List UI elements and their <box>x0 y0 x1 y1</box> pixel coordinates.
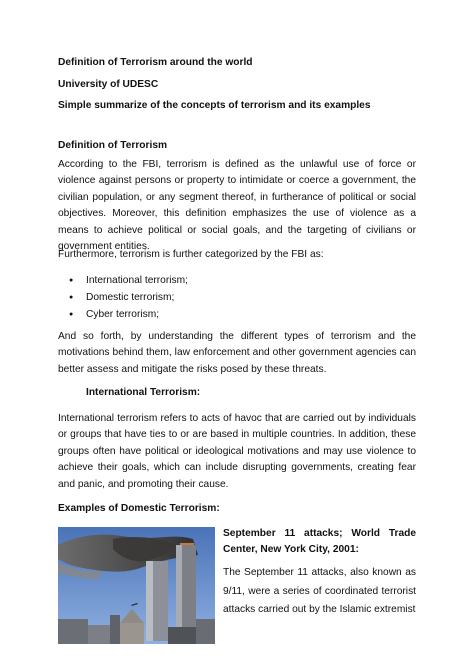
summary-line: Simple summarize of the concepts of terrorism and its examples <box>58 100 371 111</box>
list-item: ● International terrorism; <box>58 272 188 289</box>
document-title: Definition of Terrorism around the world <box>58 57 253 68</box>
wtc-photo <box>58 527 215 644</box>
list-item: ● Domestic terrorism; <box>58 289 188 306</box>
example-title: September 11 attacks; World Trade Center, New York City, 2001: <box>223 528 416 556</box>
international-heading: International Terrorism: <box>86 387 201 398</box>
list-item: ● Cyber terrorism; <box>58 306 188 323</box>
domestic-examples-heading: Examples of Domestic Terrorism: <box>58 503 220 514</box>
wtc-photo-image <box>58 527 215 644</box>
definition-conclusion: And so forth, by understanding the different types of terrorism and the motivations behind them, law enforcement and other government agencies can better assess and mitigate the risks posed by these threats. <box>58 331 416 375</box>
definition-heading: Definition of Terrorism <box>58 140 168 151</box>
international-paragraph: International terrorism refers to acts of havoc that are carried out by individuals or groups that have ties to or are based in multiple countries. In addition, these groups often have political or ideological motivations and may use violence to achieve their goals, which can include disrupting governments, creating fear and panic, and promoting their cause. <box>58 413 416 490</box>
categories-list <box>58 272 188 323</box>
example-text: The September 11 attacks, also known as 9/11, were a series of coordinated terrorist attacks carried out by the Islamic extremist <box>223 567 416 616</box>
institution-line: University of UDESC <box>58 79 159 90</box>
definition-paragraph: According to the FBI, terrorism is defined as the unlawful use of force or violence against persons or property to intimidate or coerce a government, the civilian population, or any segment thereof, in furtherance of political or social objectives. Moreover, this definition emphasizes the use of violence as a means to achieve political or social goals, and the targeting of civilians or government entities. <box>58 159 416 253</box>
categories-intro: Furthermore, terrorism is further categorized by the FBI as: <box>58 249 324 260</box>
